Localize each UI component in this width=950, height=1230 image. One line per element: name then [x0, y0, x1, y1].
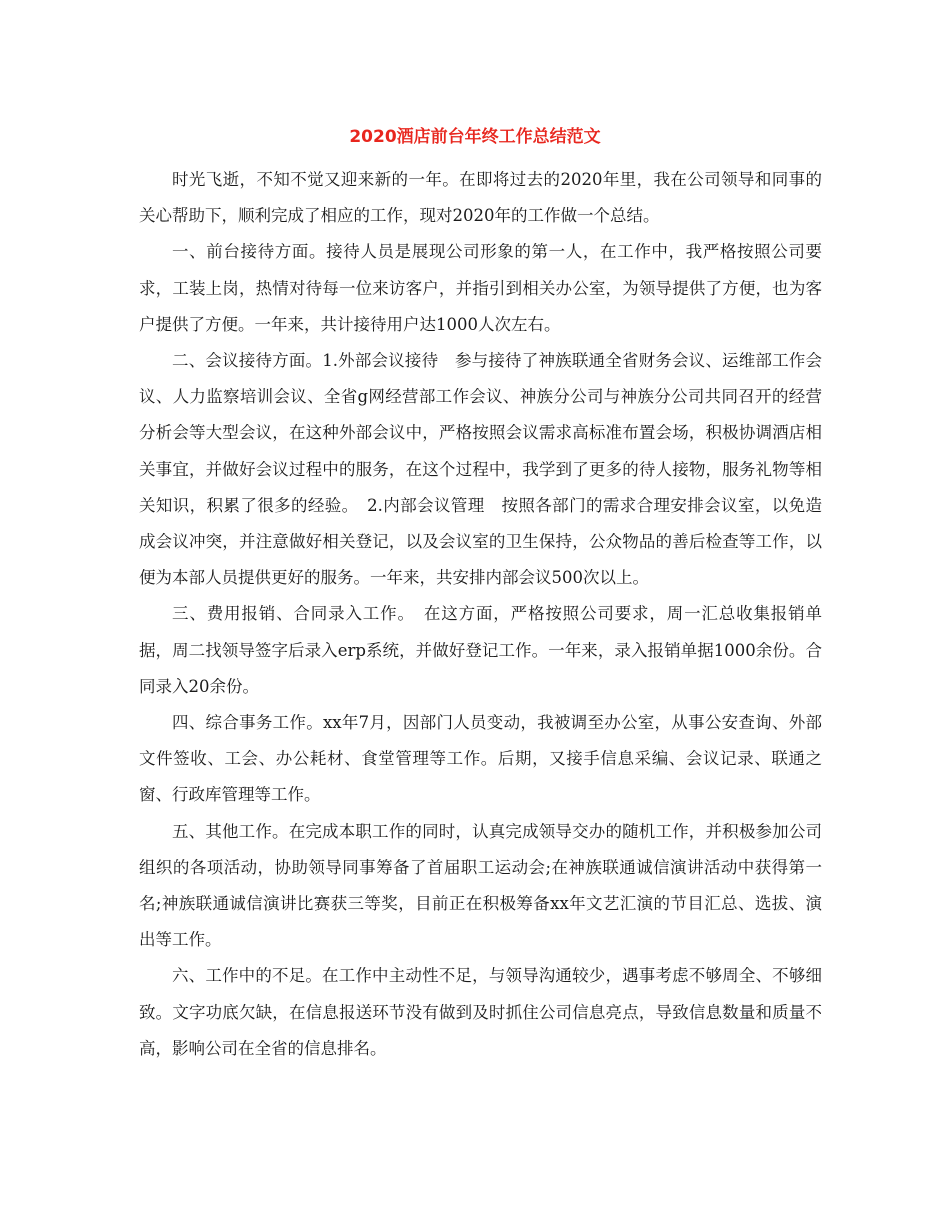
- paragraph-other-work: 五、其他工作。在完成本职工作的同时，认真完成领导交办的随机工作，并积极参加公司组织的各项活动，协助领导同事筹备了首届职工运动会;在神族联通诚信演讲活动中获得第一名;神族联通诚信演讲比赛获三等奖，目前正在积极筹备xx年文艺汇演的节目汇总、选拔、演出等工作。: [139, 821, 822, 950]
- document-body: [139, 162, 822, 1067]
- paragraph-shortcomings: 六、工作中的不足。在工作中主动性不足，与领导沟通较少，遇事考虑不够周全、不够细致。文字功底欠缺，在信息报送环节没有做到及时抓住公司信息亮点，导致信息数量和质量不高，影响公司在全省的信息排名。: [139, 966, 822, 1058]
- paragraph-intro: 时光飞逝，不知不觉又迎来新的一年。在即将过去的2020年里，我在公司领导和同事的关心帮助下，顺利完成了相应的工作，现对2020年的工作做一个总结。: [139, 170, 822, 226]
- document-title: 2020酒店前台年终工作总结范文: [349, 127, 601, 147]
- paragraph-front-desk: 一、前台接待方面。接待人员是展现公司形象的第一人，在工作中，我严格按照公司要求，工装上岗，热情对待每一位来访客户，并指引到相关办公室，为领导提供了方便，也为客户提供了方便。一年来，共计接待用户达1000人次左右。: [139, 242, 822, 334]
- paragraph-meetings: 二、会议接待方面。1.外部会议接待 参与接待了神族联通全省财务会议、运维部工作会议、人力监察培训会议、全省g网经营部工作会议、神族分公司与神族分公司共同召开的经营分析会等大型会议，在这种外部会议中，严格按照会议需求高标准布置会场，积极协调酒店相关事宜，并做好会议过程中的服务，在这个过程中，我学到了更多的待人接物，服务礼物等相关知识，积累了很多的经验。 2.内部会议管理 按照各部门的需求合理安排会议室，以免造成会议冲突，并注意做好相关登记，以及会议室的卫生保持，公众物品的善后检查等工作，以便为本部人员提供更好的服务。一年来，共安排内部会议500次以上。: [139, 351, 822, 588]
- paragraph-general-affairs: 四、综合事务工作。xx年7月，因部门人员变动，我被调至办公室，从事公安查询、外部文件签收、工会、办公耗材、食堂管理等工作。后期，又接手信息采编、会议记录、联通之窗、行政库管理等工作。: [139, 713, 822, 805]
- paragraph-expenses: 三、费用报销、合同录入工作。 在这方面，严格按照公司要求，周一汇总收集报销单据，周二找领导签字后录入erp系统，并做好登记工作。一年来，录入报销单据1000余份。合同录入20余份。: [139, 604, 822, 696]
